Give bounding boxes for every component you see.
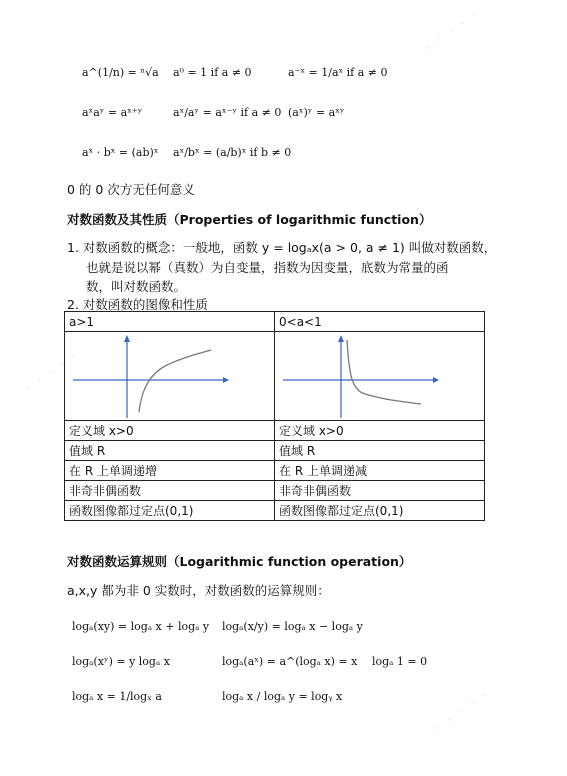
col-header-a-gt-1: a>1 — [65, 312, 275, 332]
domain-a-lt-1: 定义域 x>0 — [275, 421, 485, 441]
concept-line-1: 1. 对数函数的概念：一般地，函数 y = logₐx(a > 0, a ≠ 1) 叫做对数函数， — [67, 240, 497, 255]
log-rule-inverse: logₐ(aˣ) = a^(logₐ x) = x — [222, 655, 358, 668]
log-rule-reciprocal: logₐ x = 1/logₓ a — [72, 690, 162, 703]
log-rule-product: logₐ(xy) = logₐ x + logₐ y — [72, 620, 210, 633]
range-a-lt-1: 值域 R — [275, 441, 485, 461]
log-rule-power: logₐ(xʸ) = y logₐ x — [72, 655, 170, 668]
parity-a-gt-1: 非奇非偶函数 — [65, 481, 275, 501]
log-rule-change-base: logₐ x / logₐ y = logᵧ x — [222, 690, 343, 703]
zero-power-note: 0 的 0 次方无任何意义 — [67, 182, 195, 197]
range-a-gt-1: 值域 R — [65, 441, 275, 461]
fixed-point-a-gt-1: 函数图像都过定点(0,1) — [65, 501, 275, 521]
section-title-properties: 对数函数及其性质（Properties of logarithmic function） — [67, 212, 432, 227]
graph-increasing — [65, 332, 275, 421]
exp-rule-quotient: aˣ/aʸ = aˣ⁻ʸ if a ≠ 0 — [173, 106, 282, 119]
exp-rule-negative: a⁻ˣ = 1/aˣ if a ≠ 0 — [288, 66, 388, 79]
domain-a-gt-1: 定义域 x>0 — [65, 421, 275, 441]
exp-rule-root: a^(1/n) = ⁿ√a — [82, 66, 159, 79]
section-title-operations: 对数函数运算规则（Logarithmic function operation） — [67, 554, 412, 569]
concept-line-3: 数，叫对数函数。 — [86, 279, 187, 294]
monotonic-a-gt-1: 在 R 上单调递增 — [65, 461, 275, 481]
exp-rule-zero: a⁰ = 1 if a ≠ 0 — [173, 66, 252, 79]
exp-rule-quotient-base: aˣ/bˣ = (a/b)ˣ if b ≠ 0 — [173, 146, 292, 159]
log-rule-quotient: logₐ(x/y) = logₐ x − logₐ y — [222, 620, 363, 633]
fixed-point-a-lt-1: 函数图像都过定点(0,1) — [275, 501, 485, 521]
parity-a-lt-1: 非奇非偶函数 — [275, 481, 485, 501]
monotonic-a-lt-1: 在 R 上单调递减 — [275, 461, 485, 481]
log-rule-one: logₐ 1 = 0 — [372, 655, 428, 668]
watermark: · · · · · — [418, 4, 485, 61]
concept-line-2: 也就是说以幂（真数）为自变量，指数为因变量，底数为常量的函 — [86, 260, 449, 275]
exp-rule-product: aˣaʸ = aˣ⁺ʸ — [82, 106, 143, 119]
graph-properties-heading: 2. 对数函数的图像和性质 — [67, 297, 208, 312]
watermark: · · · · · — [428, 684, 495, 741]
log-graph-table — [64, 311, 485, 521]
watermark: · · · · · — [18, 344, 85, 401]
exp-rule-product-base: aˣ · bˣ = (ab)ˣ — [82, 146, 159, 159]
graph-decreasing — [275, 332, 485, 421]
exp-rule-power: (aˣ)ʸ = aˣʸ — [288, 106, 345, 119]
operations-intro: a,x,y 都为非 0 实数时，对数函数的运算规则： — [67, 583, 330, 598]
col-header-a-lt-1: 0<a<1 — [275, 312, 485, 332]
